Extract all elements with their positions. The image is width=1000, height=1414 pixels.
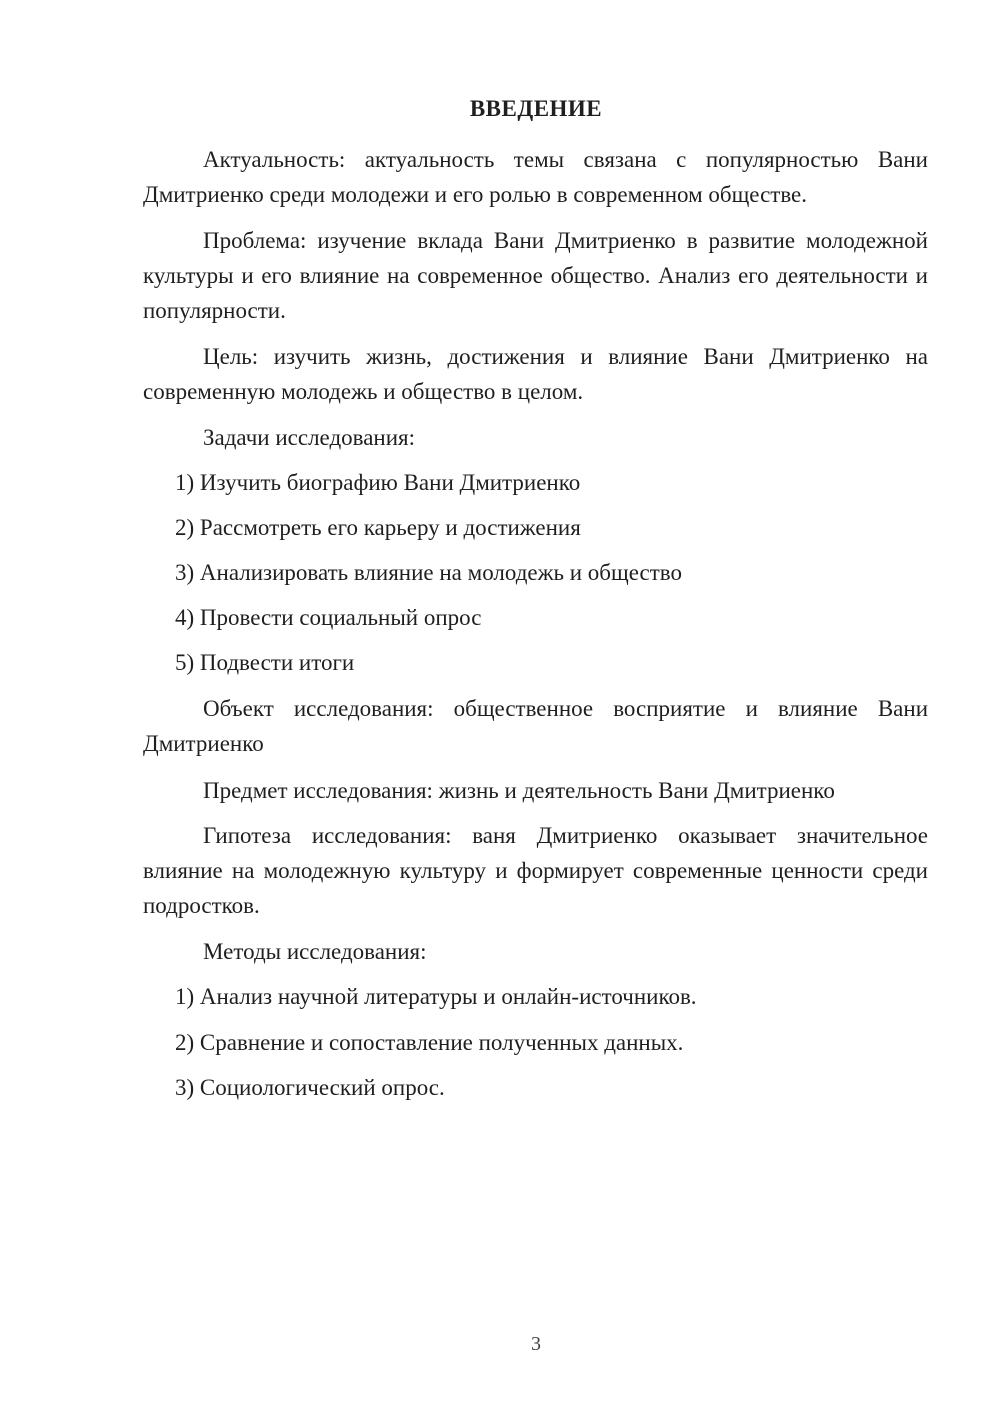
problem-paragraph: Проблема: изучение вклада Вани Дмитриенко в развитие молодежной культуры и его влияние на современное общество. Анализ его деятельности и популярности. xyxy=(143,228,928,323)
task-item: 4) Провести социальный опрос xyxy=(175,605,482,630)
relevance-paragraph: Актуальность: актуальность темы связана с популярностью Вани Дмитриенко среди молодежи и его ролью в современном обществе. xyxy=(143,147,928,207)
methods-title: Методы исследования: xyxy=(203,939,427,964)
tasks-title: Задачи исследования: xyxy=(203,425,416,450)
method-item: 2) Сравнение и сопоставление полученных данных. xyxy=(175,1030,684,1055)
goal-paragraph: Цель: изучить жизнь, достижения и влияние Вани Дмитриенко на современную молодежь и общество в целом. xyxy=(143,344,928,404)
task-item: 2) Рассмотреть его карьеру и достижения xyxy=(175,515,581,540)
method-item: 1) Анализ научной литературы и онлайн-источников. xyxy=(175,984,697,1009)
section-heading: ВВЕДЕНИЕ xyxy=(469,96,603,121)
method-item: 3) Социологический опрос. xyxy=(175,1075,445,1100)
subject-paragraph: Предмет исследования: жизнь и деятельность Вани Дмитриенко xyxy=(203,778,835,803)
task-item: 1) Изучить биографию Вани Дмитриенко xyxy=(175,470,581,495)
hypothesis-paragraph: Гипотеза исследования: ваня Дмитриенко оказывает значительное влияние на молодежную культуру и формирует современные ценности среди подростков. xyxy=(143,823,928,918)
task-item: 3) Анализировать влияние на молодежь и общество xyxy=(175,560,682,585)
object-paragraph: Объект исследования: общественное восприятие и влияние Вани Дмитриенко xyxy=(143,696,928,756)
task-item: 5) Подвести итоги xyxy=(175,650,355,675)
page-number: 3 xyxy=(531,1333,541,1355)
